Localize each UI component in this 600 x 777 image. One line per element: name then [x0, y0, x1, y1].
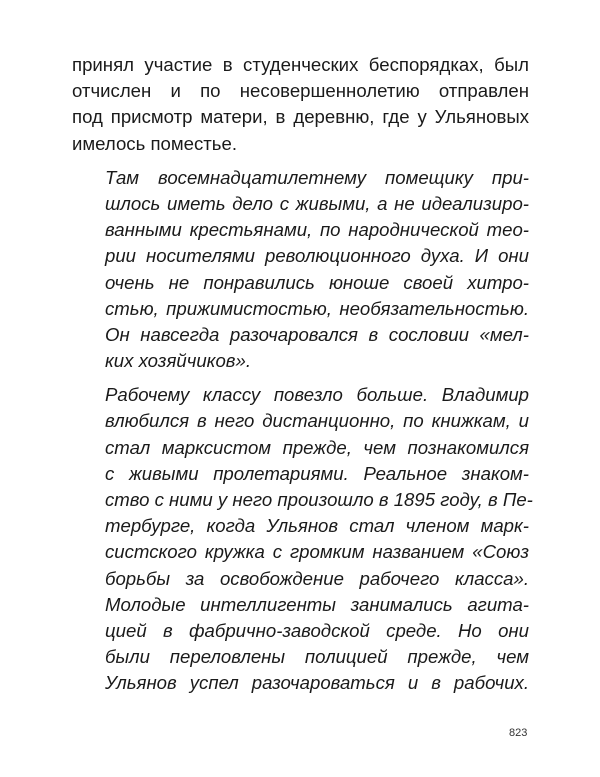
text-line: Рабочему классу повезло больше. Владимир [105, 384, 529, 406]
text-line: были переловлены полицией прежде, чем [105, 646, 529, 668]
text-line: принял участие в студенческих беспорядках, был [72, 54, 529, 75]
text-line: систского кружка с громким названием «Союз [105, 541, 529, 563]
text-line: тербурге, когда Ульянов стал членом марк- [105, 515, 529, 537]
text-line: отчислен и по несовершеннолетию отправлен [72, 80, 529, 102]
text-line: ких хозяйчиков». [105, 350, 252, 372]
text-line: Ульянов успел разочароваться и в рабочих. [105, 672, 529, 694]
text-line: стал марксистом прежде, чем познакомился [105, 436, 529, 458]
text-line: ство с ними у него произошло в 1895 году, в Пе- [105, 489, 533, 510]
page-content [72, 52, 533, 697]
text-line: рии носителями революционного духа. И они [105, 245, 529, 267]
text-line: под присмотр матери, в деревню, где у Ульяновых [72, 106, 529, 128]
text-line: Там восемнадцатилетнему помещику при- [105, 166, 529, 188]
page-number: 823 [509, 727, 528, 739]
quote-paragraph-1 [105, 165, 529, 375]
text-line: шлось иметь дело с живыми, а не идеализиро- [105, 192, 529, 214]
text-line: ванными крестьянами, по народнической тео- [105, 219, 529, 241]
text-line: с живыми пролетариями. Реальное знаком- [105, 462, 529, 484]
text-line: имелось поместье. [72, 132, 237, 154]
quote-paragraph-2 [105, 382, 533, 696]
intro-paragraph [72, 52, 529, 157]
text-line: влюбился в него дистанционно, по книжкам, и [105, 410, 529, 432]
text-line: Он навсегда разочаровался в сословии «мел- [105, 323, 529, 345]
text-line: Молодые интеллигенты занимались агита- [105, 593, 529, 615]
text-line: борьбы за освобождение рабочего класса». [105, 567, 529, 589]
text-line: цией в фабрично-заводской среде. Но они [105, 619, 529, 641]
text-line: очень не понравились юноше своей хитро- [105, 271, 529, 293]
text-line: стью, прижимистостью, необязательностью. [105, 297, 529, 319]
